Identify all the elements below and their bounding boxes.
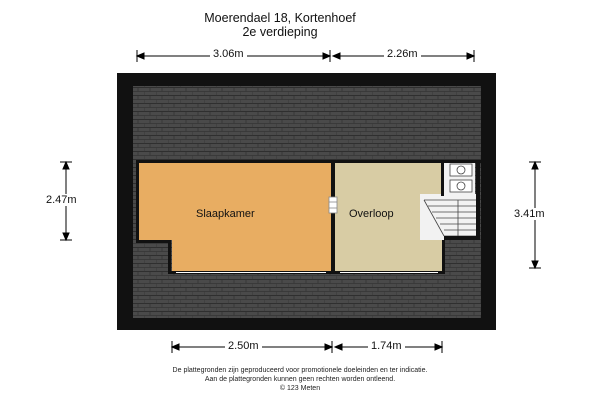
dim-top-right-label: 2.26m xyxy=(384,48,421,60)
floor-name: 2e verdieping xyxy=(242,25,318,39)
dim-arrow xyxy=(137,53,144,59)
copyright: © 123 Meten xyxy=(279,385,321,392)
landing-label: Overloop xyxy=(349,208,394,220)
dim-bottom-left-label: 2.50m xyxy=(225,340,262,352)
disclaimer xyxy=(0,366,600,393)
disclaimer-line-2: Aan de plattegronden kunnen geen rechten worden ontleend. xyxy=(204,376,396,383)
dim-right-label: 3.41m xyxy=(511,208,548,220)
dim-bottom-right-label: 1.74m xyxy=(368,340,405,352)
dim-top-left-label: 3.06m xyxy=(210,48,247,60)
disclaimer-line-1: De plattegronden zijn geproduceerd voor promotionele doeleinden en ter indicatie. xyxy=(172,367,428,374)
dim-arrow xyxy=(323,53,330,59)
door-symbol xyxy=(329,197,337,213)
dim-left-label: 2.47m xyxy=(43,194,80,206)
bedroom-label: Slaapkamer xyxy=(196,208,255,220)
floorplan-title: Moerendael 18, Kortenhoef xyxy=(204,11,356,25)
